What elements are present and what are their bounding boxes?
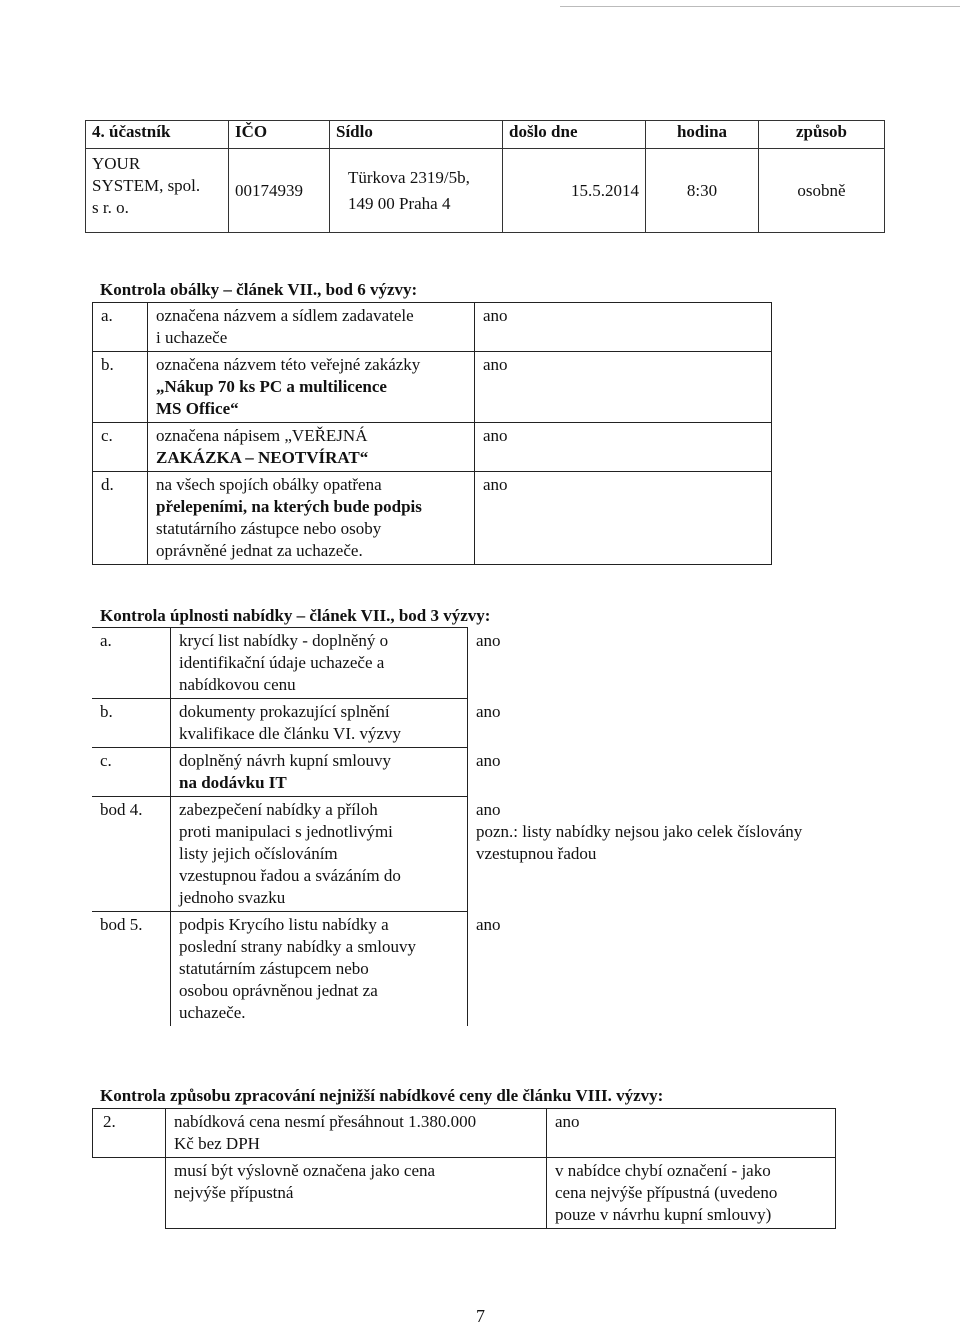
- row-text: [148, 303, 475, 352]
- row-line: oprávněné jednat za uchazeče.: [156, 541, 363, 560]
- participant-hodina: 8:30: [646, 149, 759, 233]
- name-line: YOUR: [92, 154, 141, 173]
- row-value: ano: [468, 748, 893, 797]
- row-value: ano: [475, 423, 772, 472]
- row-label: a.: [92, 628, 171, 699]
- section2-title: Kontrola úplnosti nabídky – článek VII., bod 3 výzvy:: [100, 606, 491, 625]
- header-hodina: hodina: [646, 121, 759, 149]
- name-line: s r. o.: [92, 198, 129, 217]
- row-value: ano: [468, 912, 893, 1027]
- top-rule: [560, 6, 960, 7]
- participant-ico: 00174939: [229, 149, 330, 233]
- row-label: bod 5.: [92, 912, 171, 1027]
- participant-zpusob: osobně: [759, 149, 885, 233]
- row-value: ano: [475, 303, 772, 352]
- participant-table: [85, 120, 885, 233]
- section1-table: [92, 302, 772, 565]
- participant-name: [86, 149, 229, 233]
- row-line: označena názvem a sídlem zadavatele: [156, 306, 414, 325]
- row-text: [148, 423, 475, 472]
- row-line: vzestupnou řadou a svázáním do: [179, 866, 401, 885]
- row-line: ZAKÁZKA – NEOTVÍRAT“: [156, 448, 369, 467]
- row-text: [171, 912, 468, 1027]
- participant-doslo: 15.5.2014: [503, 149, 646, 233]
- row-line: doplněný návrh kupní smlouvy: [179, 751, 392, 770]
- row-text: [171, 628, 468, 699]
- row-line: krycí list nabídky - doplněný o: [179, 631, 389, 650]
- value-line: cena nejvýše přípustná (uvedeno: [555, 1183, 778, 1202]
- row-value: [547, 1158, 836, 1229]
- row-value: ano: [475, 352, 772, 423]
- row-line: nabídkovou cenu: [179, 675, 296, 694]
- row-value: [547, 1109, 836, 1158]
- row-line: statutárním zástupcem nebo: [179, 959, 369, 978]
- value-line: pouze v návrhu kupní smlouvy): [555, 1205, 772, 1224]
- note-line: vzestupnou řadou: [476, 843, 597, 863]
- header-participant: 4. účastník: [86, 121, 229, 149]
- row-label: bod 4.: [92, 797, 171, 912]
- row-line: poslední strany nabídky a smlouvy: [179, 937, 417, 956]
- row-line: „Nákup 70 ks PC a multilicence: [156, 377, 387, 396]
- row-label: 2.: [93, 1109, 166, 1158]
- sidlo-line: Türkova 2319/5b,: [348, 167, 470, 187]
- row-label: [93, 1158, 166, 1229]
- section3-table: [92, 1108, 836, 1229]
- row-line: uchazeče.: [179, 1003, 246, 1022]
- row-text: [148, 352, 475, 423]
- value-line: ano: [555, 1112, 580, 1131]
- row-line: kvalifikace dle článku VI. výzvy: [179, 724, 402, 743]
- section3-title: Kontrola způsobu zpracování nejnižší nabídkové ceny dle článku VIII. výzvy:: [100, 1086, 664, 1105]
- row-line: podpis Krycího listu nabídky a: [179, 915, 389, 934]
- row-line: MS Office“: [156, 399, 239, 418]
- page-number: 7: [476, 1306, 485, 1326]
- row-line: na dodávku IT: [179, 773, 287, 792]
- section2-table: [92, 627, 892, 1026]
- row-line: přelepeními, na kterých bude podpis: [156, 497, 422, 516]
- row-value: [468, 797, 893, 912]
- row-text: [148, 472, 475, 565]
- row-value: ano: [475, 472, 772, 565]
- row-text: [171, 699, 468, 748]
- row-label: c.: [92, 748, 171, 797]
- row-line: osobou oprávněnou jednat za: [179, 981, 378, 1000]
- row-line: zabezpečení nabídky a příloh: [179, 800, 378, 819]
- row-line: listy jejich očíslováním: [179, 844, 338, 863]
- sidlo-line: 149 00 Praha 4: [348, 193, 451, 213]
- row-text: [166, 1109, 547, 1158]
- note-line: pozn.: listy nabídky nejsou jako celek číslovány: [476, 821, 803, 841]
- header-zpusob: způsob: [759, 121, 885, 149]
- row-value: ano: [468, 628, 893, 699]
- name-line: SYSTEM, spol.: [92, 176, 201, 195]
- row-text: [166, 1158, 547, 1229]
- row-line: označena názvem této veřejné zakázky: [156, 355, 421, 374]
- row-label: a.: [93, 303, 148, 352]
- row-label: d.: [93, 472, 148, 565]
- row-line: statutárního zástupce nebo osoby: [156, 519, 382, 538]
- row-line: identifikační údaje uchazeče a: [179, 653, 385, 672]
- row-line: nabídková cena nesmí přesáhnout 1.380.000: [174, 1112, 477, 1131]
- row-line: dokumenty prokazující splnění: [179, 702, 390, 721]
- header-sidlo: Sídlo: [330, 121, 503, 149]
- row-line: označena nápisem „VEŘEJNÁ: [156, 426, 368, 445]
- row-line: proti manipulaci s jednotlivými: [179, 822, 393, 841]
- row-line: musí být výslovně označena jako cena: [174, 1161, 436, 1180]
- row-line: i uchazeče: [156, 328, 228, 347]
- row-line: Kč bez DPH: [174, 1134, 260, 1153]
- participant-sidlo: [330, 149, 503, 233]
- row-line: na všech spojích obálky opatřena: [156, 475, 382, 494]
- row-text: [171, 748, 468, 797]
- value-line: v nabídce chybí označení - jako: [555, 1161, 771, 1180]
- row-label: b.: [92, 699, 171, 748]
- row-label: b.: [93, 352, 148, 423]
- row-line: jednoho svazku: [179, 888, 286, 907]
- value-line: ano: [476, 799, 501, 819]
- header-doslo: došlo dne: [503, 121, 646, 149]
- row-text: [171, 797, 468, 912]
- header-ico: IČO: [229, 121, 330, 149]
- row-label: c.: [93, 423, 148, 472]
- section1-title: Kontrola obálky – článek VII., bod 6 výzvy:: [100, 280, 418, 299]
- row-line: nejvýše přípustná: [174, 1183, 294, 1202]
- row-value: ano: [468, 699, 893, 748]
